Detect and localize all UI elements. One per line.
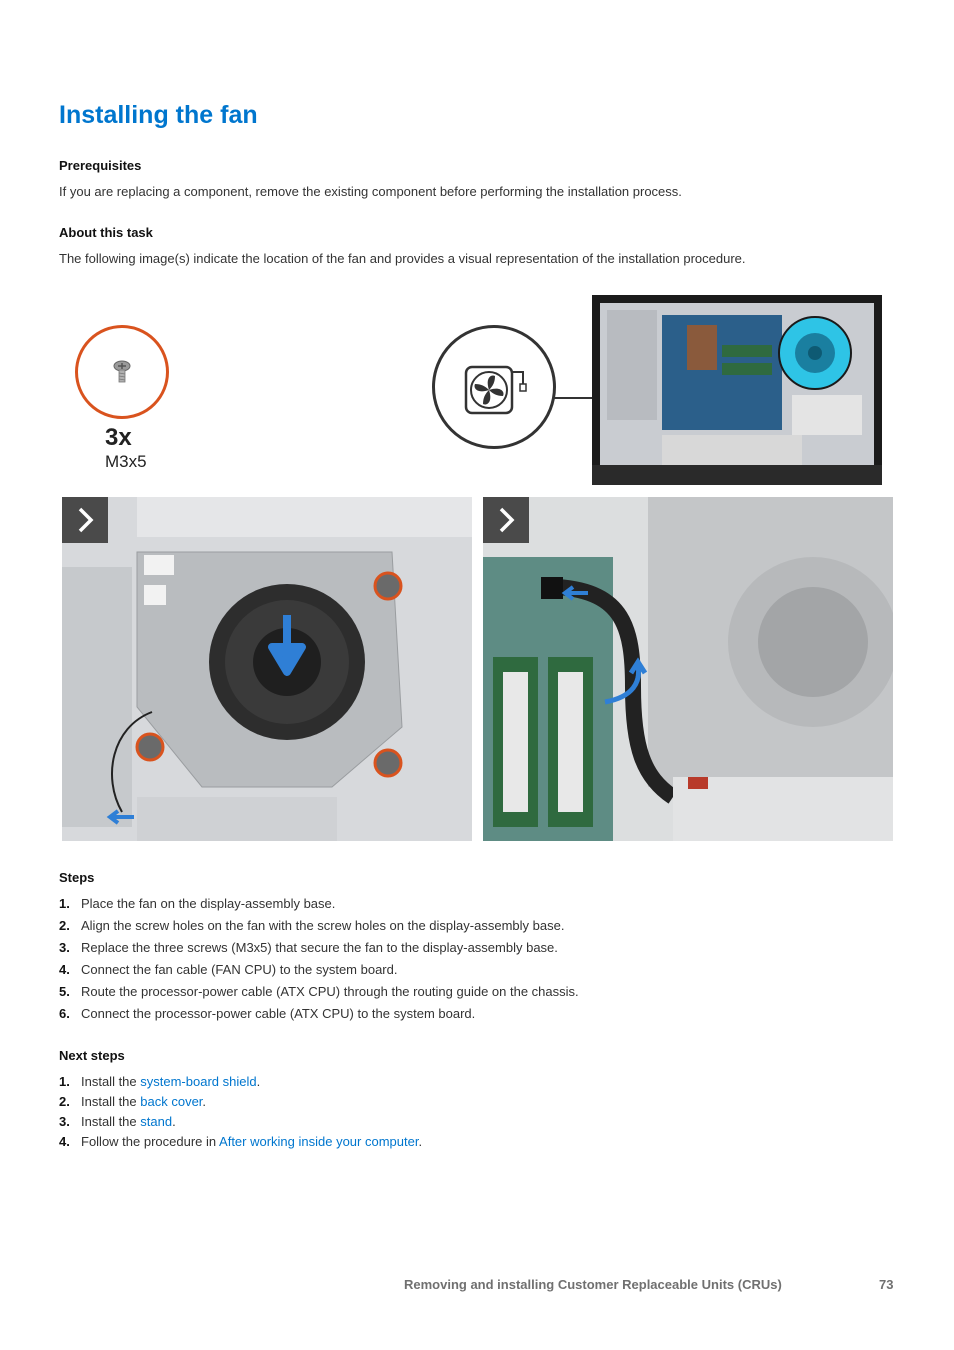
step-number: 2.: [59, 1094, 70, 1109]
step-number: 1.: [59, 1074, 70, 1089]
steps-heading: Steps: [59, 870, 95, 885]
step-number: 6.: [59, 1006, 70, 1021]
list-item: [59, 959, 579, 981]
list-item: [59, 1092, 422, 1112]
step-number: 4.: [59, 962, 70, 977]
step-marker: [483, 497, 529, 543]
step-text: Route the processor-power cable (ATX CPU) through the routing guide on the chassis.: [81, 984, 579, 999]
step-number: 5.: [59, 984, 70, 999]
step-text-suffix: .: [172, 1114, 176, 1129]
screw-icon: [78, 328, 166, 416]
page-title: Installing the fan: [59, 101, 258, 129]
steps-list: [59, 893, 579, 1025]
list-item: [59, 893, 579, 915]
prerequisites-heading: Prerequisites: [59, 158, 142, 173]
step-text: Install the: [81, 1074, 141, 1089]
screw-type: M3x5: [105, 452, 147, 471]
list-item: [59, 937, 579, 959]
list-item: [59, 981, 579, 1003]
chevron-right-icon: [483, 497, 529, 543]
step-number: 3.: [59, 1114, 70, 1129]
step-text: Install the: [81, 1114, 141, 1129]
next-steps-list: [59, 1072, 422, 1152]
about-heading: About this task: [59, 225, 153, 240]
step-photo-fan-placement: [62, 497, 472, 841]
step-number: 4.: [59, 1134, 70, 1149]
step-number: 1.: [59, 896, 70, 911]
step-text: Connect the fan cable (FAN CPU) to the system board.: [81, 962, 398, 977]
step-text-suffix: .: [256, 1074, 261, 1089]
chevron-right-icon: [62, 497, 108, 543]
step-marker: [62, 497, 108, 543]
step-number: 2.: [59, 918, 70, 933]
next-steps-heading: Next steps: [59, 1048, 125, 1063]
step-number: 3.: [59, 940, 70, 955]
step-photo-cable-routing: [483, 497, 893, 841]
about-text: The following image(s) indicate the location of the fan and provides a visual representation of the installation procedure.: [59, 251, 746, 266]
link-stand[interactable]: stand: [140, 1114, 173, 1129]
list-item: [59, 1132, 422, 1152]
step-text: Replace the three screws (M3x5) that secure the fan to the display-assembly base.: [81, 940, 558, 955]
link-system-board-shield[interactable]: system-board shield: [140, 1074, 257, 1089]
screw-count: 3x: [105, 424, 132, 451]
list-item: [59, 915, 579, 937]
link-back-cover[interactable]: back cover: [140, 1094, 203, 1109]
screw-illustration: [75, 325, 169, 419]
fan-icon: [435, 328, 553, 446]
prerequisites-text: If you are replacing a component, remove the existing component before performing the installation process.: [59, 184, 682, 199]
footer-text: Removing and installing Customer Replaceable Units (CRUs): [404, 1277, 782, 1292]
step-text: Align the screw holes on the fan with the screw holes on the display-assembly base.: [81, 918, 565, 933]
system-overview-photo: [592, 295, 882, 485]
link-after-working-inside[interactable]: After working inside your computer: [219, 1134, 419, 1149]
step-text: Follow the procedure in: [81, 1134, 220, 1149]
step-text-suffix: .: [202, 1094, 207, 1109]
fan-callout: [432, 325, 556, 449]
step-text: Connect the processor-power cable (ATX CPU) to the system board.: [81, 1006, 476, 1021]
list-item: [59, 1003, 579, 1025]
step-text: Install the: [81, 1094, 141, 1109]
step-text: Place the fan on the display-assembly base.: [81, 896, 336, 911]
step-text-suffix: .: [418, 1134, 423, 1149]
list-item: [59, 1072, 422, 1092]
page-number: 73: [879, 1277, 894, 1292]
list-item: [59, 1112, 422, 1132]
